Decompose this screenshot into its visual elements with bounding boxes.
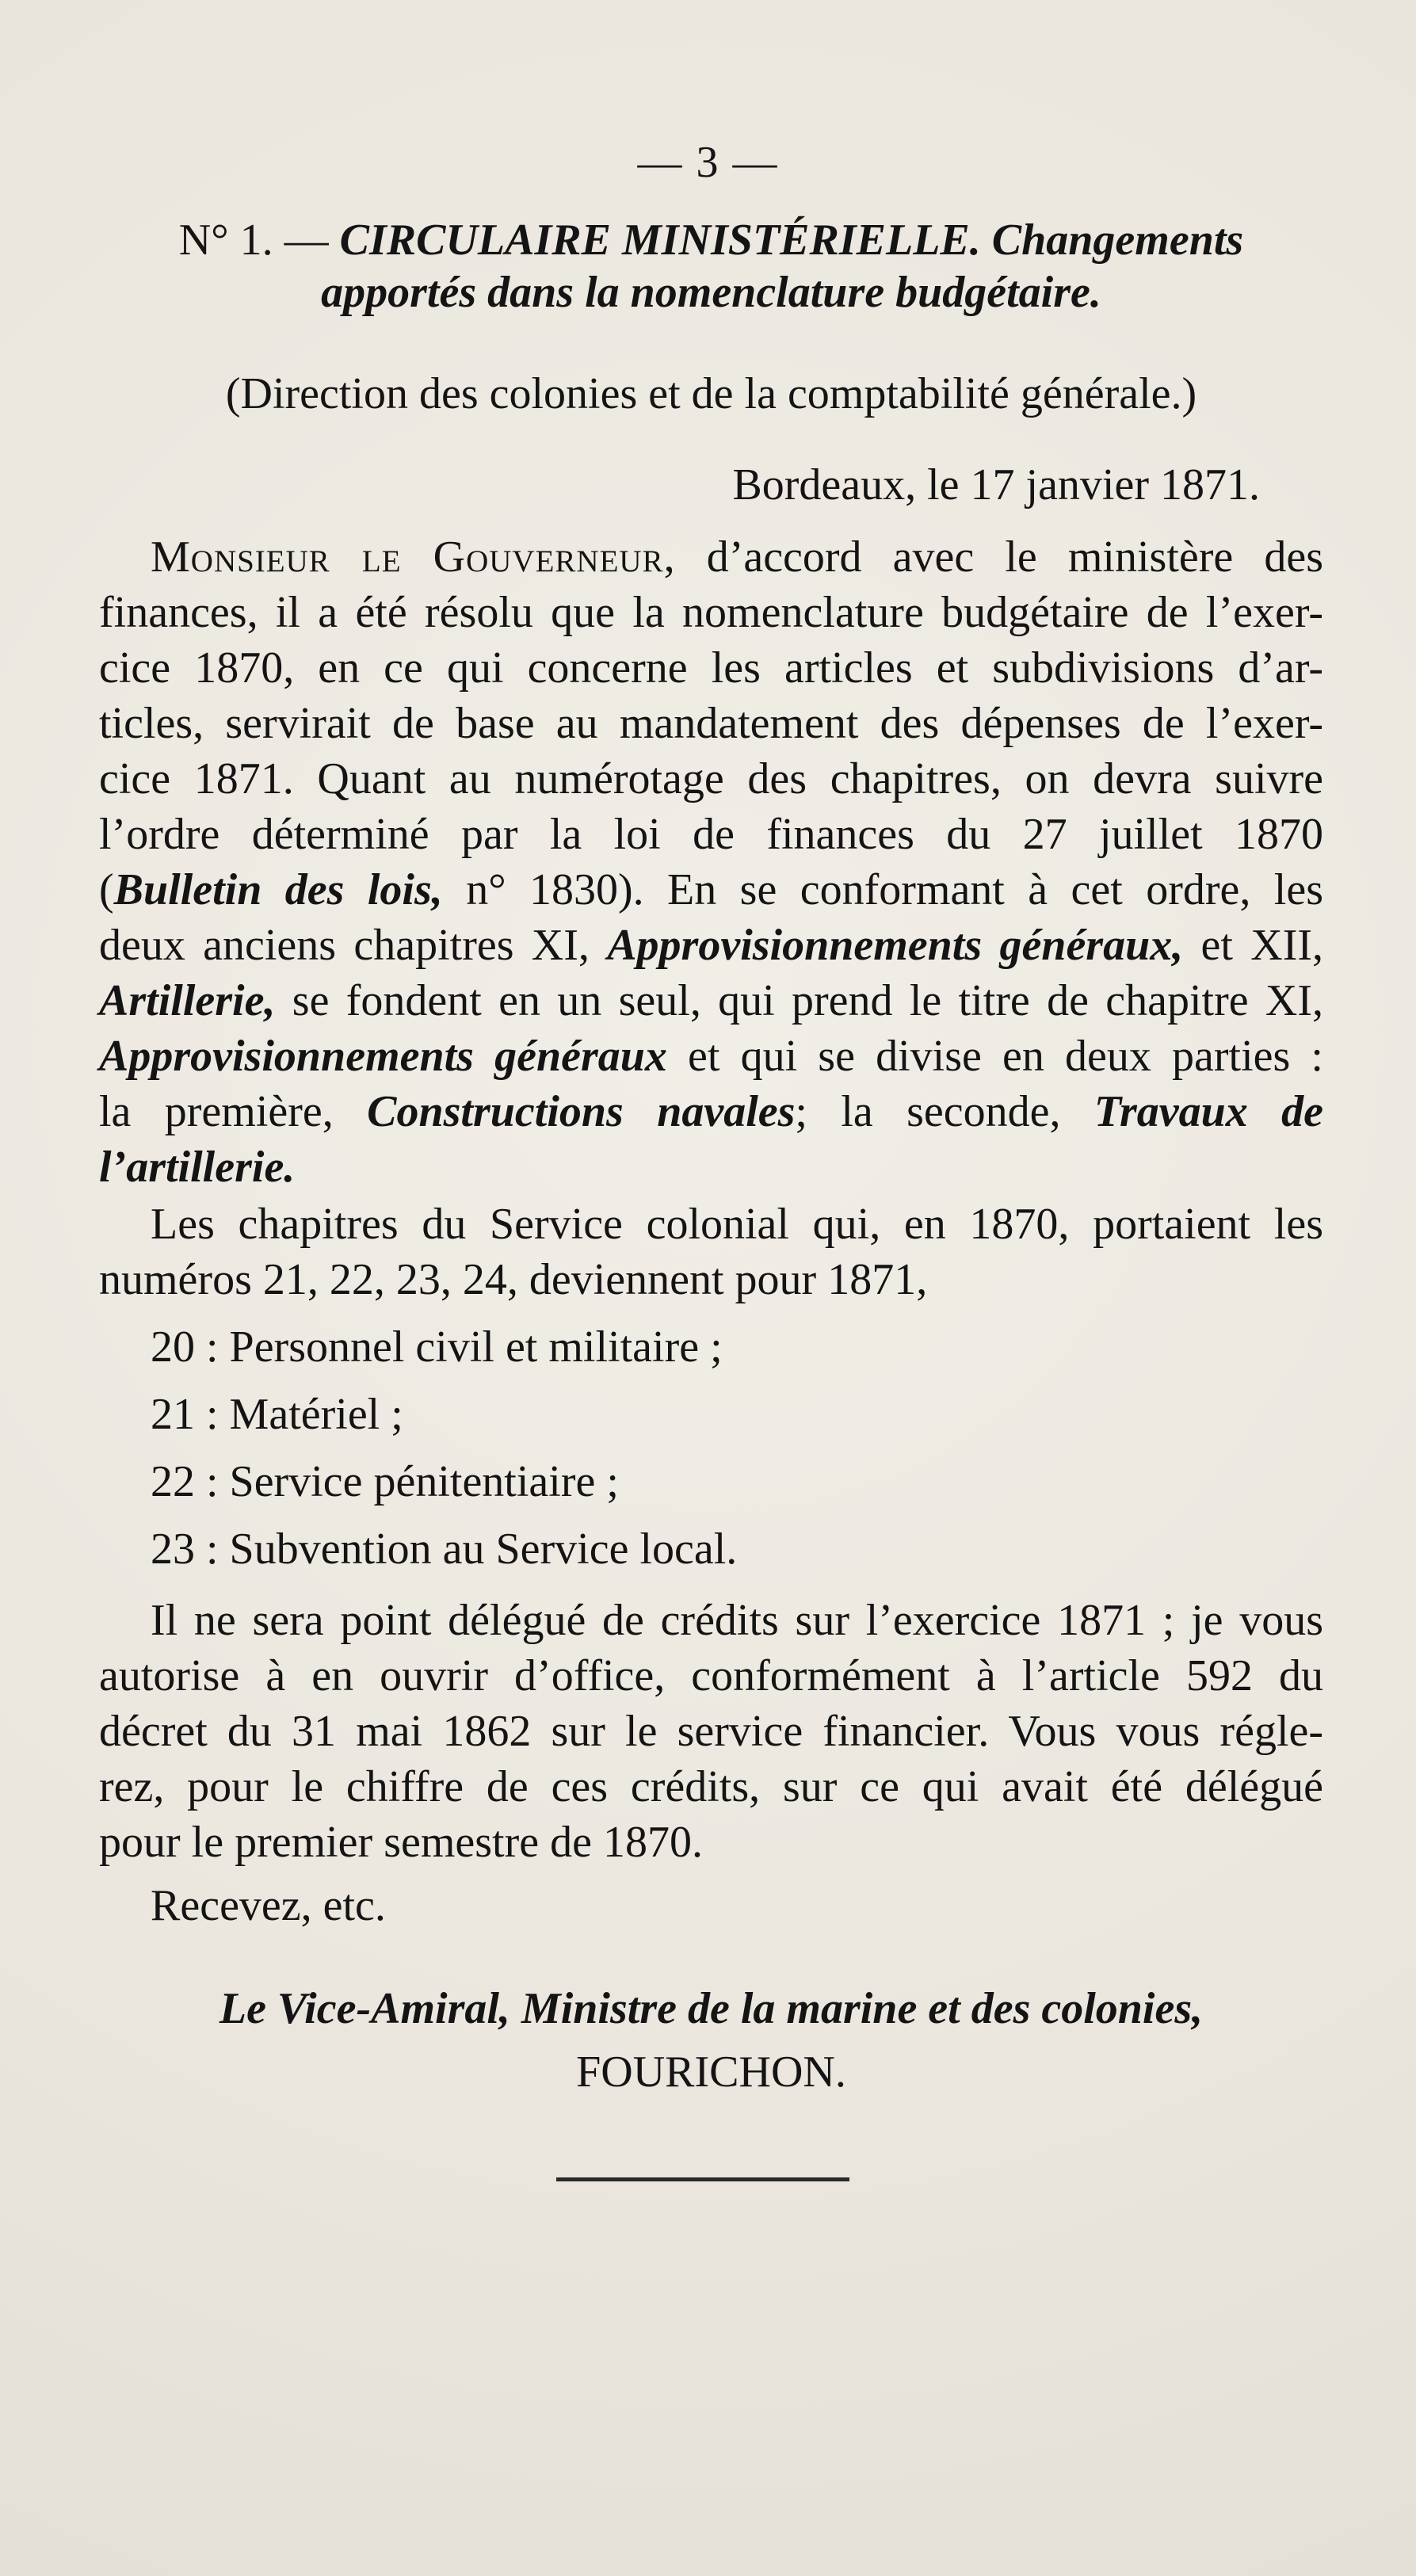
paragraph-1-line: cice 1870, en ce qui concerne les articles et subdivisions d’ar- — [99, 643, 1323, 693]
closing-formula: Recevez, etc. — [151, 1881, 386, 1930]
paragraph-2-line: numéros 21, 22, 23, 24, deviennent pour 1871, — [99, 1255, 928, 1304]
paragraph-3-line: autorise à en ouvrir d’office, conformément à l’article 592 du — [99, 1651, 1323, 1700]
paragraph-1-line: finances, il a été résolu que la nomenclature budgétaire de l’exer- — [99, 588, 1323, 637]
paragraph-1-line: cice 1871. Quant au numérotage des chapitres, on devra suivre — [99, 754, 1323, 803]
paragraph-1-line: (Bulletin des lois, n° 1830). En se conformant à cet ordre, les — [99, 865, 1323, 914]
chapter-list-item: 22 : Service pénitentiaire ; — [151, 1457, 619, 1506]
salutation: Monsieur le Gouverneur, — [151, 532, 676, 582]
signature-title: Le Vice-Amiral, Ministre de la marine et des colonies, — [219, 1984, 1204, 2033]
circular-title: CIRCULAIRE MINISTÉRIELLE. — [339, 216, 981, 265]
signature-name: FOURICHON. — [576, 2047, 846, 2097]
paragraph-3-line: pour le premier semestre de 1870. — [99, 1818, 703, 1867]
chapter-list-item: 23 : Subvention au Service local. — [151, 1525, 738, 1574]
circular-heading: N° 1. — CIRCULAIRE MINISTÉRIELLE. Changements — [178, 216, 1244, 265]
dateline: Bordeaux, le 17 janvier 1871. — [732, 460, 1260, 509]
paragraph-3-line: décret du 31 mai 1862 sur le service financier. Vous vous régle- — [99, 1707, 1323, 1756]
paragraph-1-line: Artillerie, se fondent en un seul, qui prend le titre de chapitre XI, — [99, 976, 1323, 1025]
circular-subject: apportés dans la nomenclature budgétaire. — [321, 268, 1101, 317]
page-number: — 3 — — [637, 138, 779, 187]
paragraph-1-line: ticles, servirait de base au mandatement des dépenses de l’exer- — [99, 699, 1323, 748]
paragraph-3-line: rez, pour le chiffre de ces crédits, sur ce qui avait été délégué — [99, 1762, 1323, 1811]
chapter-list-item: 21 : Matériel ; — [151, 1390, 403, 1439]
paragraph-2-line: Les chapitres du Service colonial qui, en 1870, portaient les — [151, 1200, 1323, 1249]
paragraph-1-line: l’artillerie. — [99, 1143, 296, 1192]
chapter-list-item: 20 : Personnel civil et militaire ; — [151, 1322, 723, 1372]
paragraph-1-line: Monsieur le Gouverneur, d’accord avec le ministère des — [151, 532, 1323, 582]
paragraph-1-line: deux anciens chapitres XI, Approvisionnements généraux, et XII, — [99, 921, 1323, 970]
paragraph-1-line: la première, Constructions navales; la seconde, Travaux de — [99, 1087, 1324, 1136]
circular-subject-start: Changements — [991, 216, 1244, 265]
paragraph-1-line: Approvisionnements généraux et qui se divise en deux parties : — [99, 1032, 1323, 1081]
direction-line: (Direction des colonies et de la comptabilité générale.) — [225, 369, 1197, 418]
paragraph-3-line: Il ne sera point délégué de crédits sur l’exercice 1871 ; je vous — [151, 1596, 1323, 1645]
circular-number: N° 1. — [178, 216, 273, 265]
paragraph-1-line: l’ordre déterminé par la loi de finances du 27 juillet 1870 — [99, 810, 1323, 859]
closing-rule — [556, 2177, 849, 2181]
